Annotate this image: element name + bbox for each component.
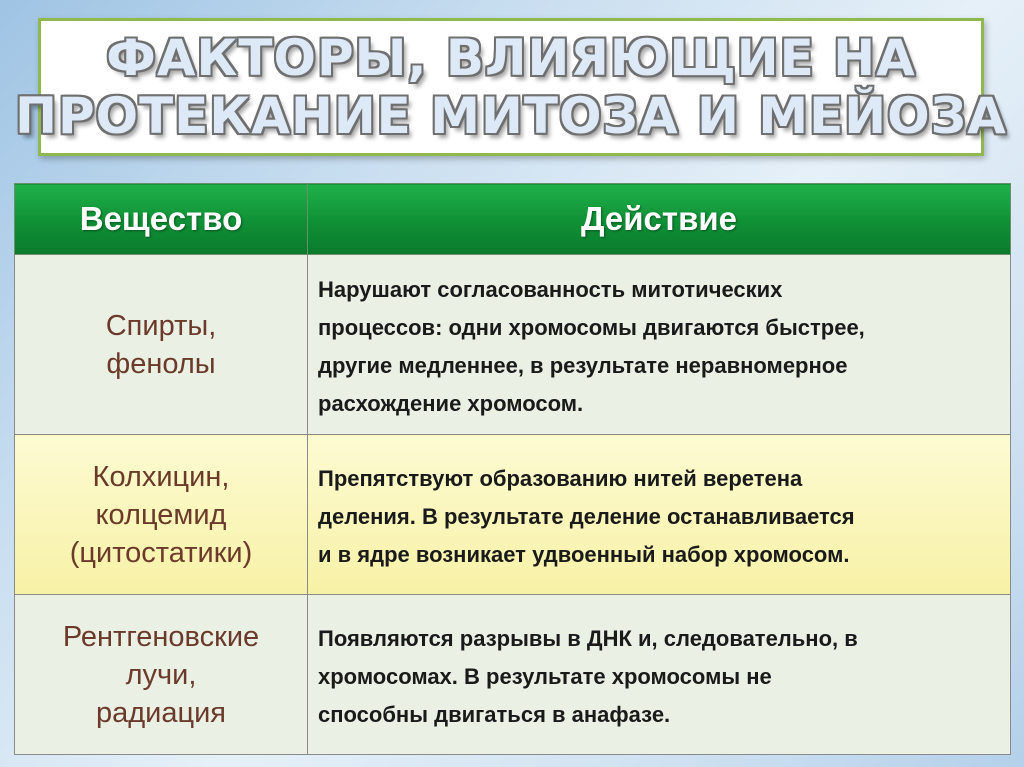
substance-line: Колхицин, (92, 460, 230, 493)
substance-line: фенолы (106, 347, 216, 380)
action-line: Появляются разрывы в ДНК и, следовательно, в (318, 625, 858, 651)
title-line-1: ФАКТОРЫ, ВЛИЯЮЩИЕ НА (106, 29, 916, 87)
action-cell (308, 435, 1011, 595)
action-line: другие медленнее, в результате неравномерное (318, 352, 848, 378)
substance-line: лучи, (125, 658, 197, 691)
substance-line: радиация (95, 696, 227, 729)
substance-cell (15, 435, 308, 595)
table-row (15, 255, 1011, 435)
substance-line: (цитостатики) (69, 536, 253, 569)
table-row (15, 435, 1011, 595)
header-substance: Вещество (15, 184, 308, 255)
action-line: и в ядре возникает удвоенный набор хромосом. (318, 541, 850, 567)
action-line: Нарушают согласованность митотических (318, 276, 783, 302)
substance-line: Спирты, (105, 309, 217, 342)
action-cell (308, 595, 1011, 755)
title-line-2: ПРОТЕКАНИЕ МИТОЗА И МЕЙОЗА (15, 87, 1007, 145)
table-header-row (15, 184, 1011, 255)
action-line: процессов: одни хромосомы двигаются быстрее, (318, 314, 865, 340)
action-line: хромосомах. В результате хромосомы не (318, 663, 772, 689)
action-line: деления. В результате деление останавливается (318, 503, 855, 529)
substance-line: Рентгеновские (62, 620, 260, 653)
action-line: расхождение хромосом. (318, 390, 584, 416)
header-action: Действие (308, 184, 1011, 255)
action-line: способны двигаться в анафазе. (318, 701, 671, 727)
slide-title (15, 18, 1007, 156)
substance-line: колцемид (95, 498, 227, 531)
action-cell (308, 255, 1011, 435)
factors-table (14, 183, 1011, 755)
substance-cell (15, 595, 308, 755)
substance-cell (15, 255, 308, 435)
table-row (15, 595, 1011, 755)
action-line: Препятствуют образованию нитей веретена (318, 465, 803, 491)
